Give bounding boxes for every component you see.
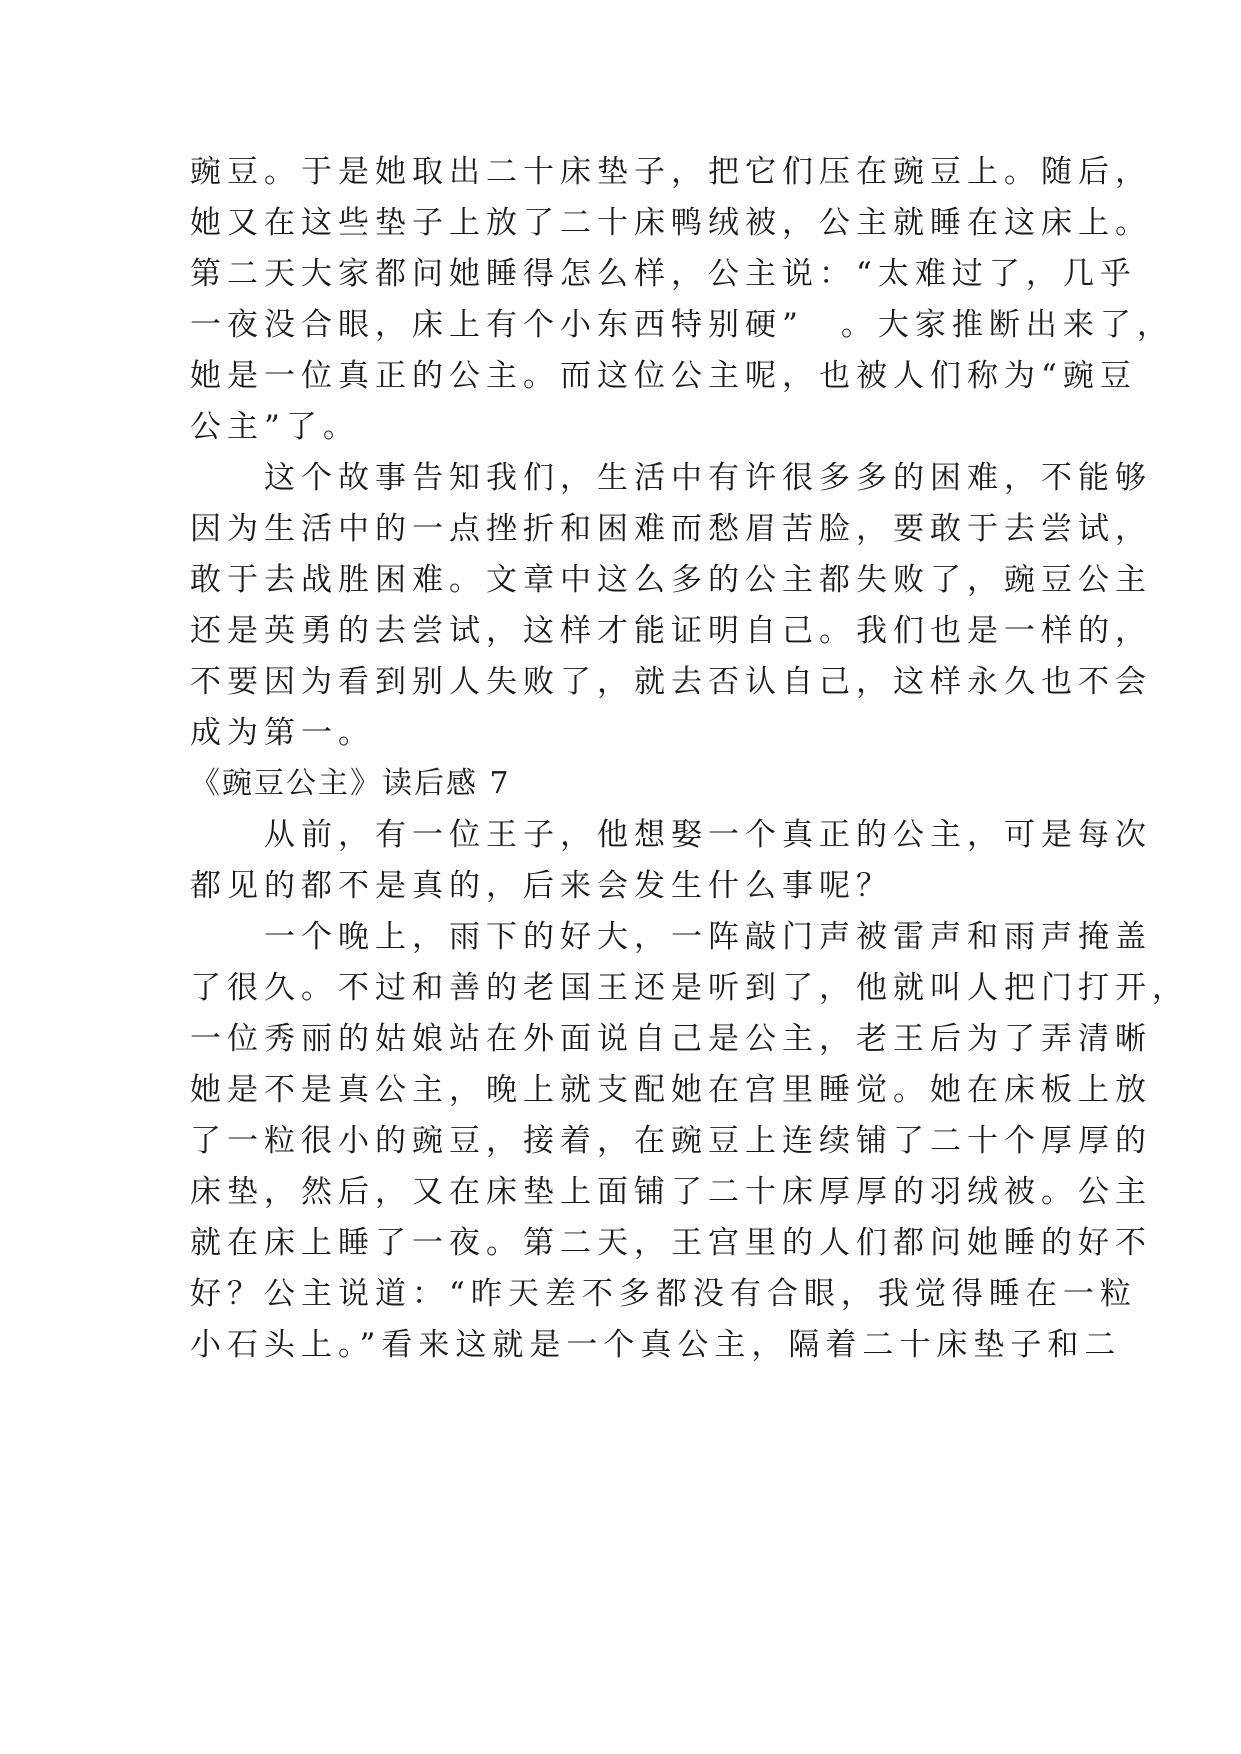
section-title: 《豌豆公主》读后感 7 [190, 766, 511, 801]
paragraph-1-line-2: 她又在这些垫子上放了二十床鸭绒被，公主就睡在这床上。 [190, 205, 1152, 241]
paragraph-2-line-1: 这个故事告知我们，生活中有许很多多的困难，不能够 [190, 460, 1152, 496]
paragraph-4-line-4: 她是不是真公主，晚上就支配她在宫里睡觉。她在床板上放 [190, 1072, 1152, 1108]
paragraph-3-line-1: 从前，有一位王子，他想娶一个真正的公主，可是每次 [190, 817, 1152, 853]
paragraph-2-line-6: 成为第一。 [190, 715, 375, 751]
paragraph-4-line-6: 床垫，然后，又在床垫上面铺了二十床厚厚的羽绒被。公主 [190, 1174, 1152, 1210]
paragraph-1-line-6: 公主”了。 [190, 409, 360, 445]
paragraph-2-line-4: 还是英勇的去尝试，这样才能证明自己。我们也是一样的， [190, 613, 1152, 649]
paragraph-4-line-5: 了一粒很小的豌豆，接着，在豌豆上连续铺了二十个厚厚的 [190, 1123, 1152, 1159]
paragraph-1-line-3: 第二天大家都问她睡得怎么样，公主说：“太难过了，几乎 [190, 256, 1137, 292]
paragraph-2-line-3: 敢于去战胜困难。文章中这么多的公主都失败了，豌豆公主 [190, 562, 1152, 598]
paragraph-1-line-5: 她是一位真正的公主。而这位公主呢，也被人们称为“豌豆 [190, 358, 1137, 394]
paragraph-4-line-8: 好？公主说道：“昨天差不多都没有合眼，我觉得睡在一粒 [190, 1276, 1137, 1312]
paragraph-4-line-9: 小石头上。”看来这就是一个真公主，隔着二十床垫子和二 [190, 1327, 1122, 1363]
paragraph-1-line-4: 一夜没合眼，床上有个小东西特别硬” 。大家推断出来了， [190, 307, 1174, 343]
paragraph-2-line-2: 因为生活中的一点挫折和困难而愁眉苦脸，要敢于去尝试， [190, 511, 1152, 547]
paragraph-4-line-2: 了很久。不过和善的老国王还是听到了，他就叫人把门打开， [190, 970, 1189, 1006]
paragraph-4-line-3: 一位秀丽的姑娘站在外面说自己是公主，老王后为了弄清晰 [190, 1021, 1152, 1057]
paragraph-2-line-5: 不要因为看到别人失败了，就去否认自己，这样永久也不会 [190, 664, 1152, 700]
paragraph-3-line-2: 都见的都不是真的，后来会发生什么事呢？ [190, 868, 893, 904]
paragraph-4-line-1: 一个晚上，雨下的好大，一阵敲门声被雷声和雨声掩盖 [190, 919, 1152, 955]
paragraph-4-line-7: 就在床上睡了一夜。第二天，王宫里的人们都问她睡的好不 [190, 1225, 1152, 1261]
paragraph-1-line-1: 豌豆。于是她取出二十床垫子，把它们压在豌豆上。随后， [190, 154, 1152, 190]
